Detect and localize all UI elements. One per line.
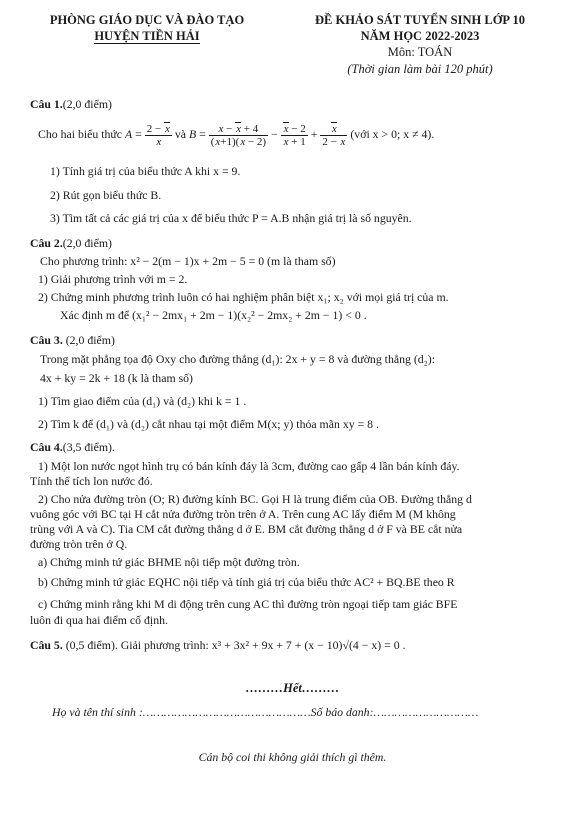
- q2-heading: Câu 2.(2,0 điểm): [30, 236, 112, 250]
- q3-intro-cont: 4x + ky = 2k + 18 (k là tham số): [40, 371, 193, 385]
- q2-intro: Cho phương trình: x² − 2(m − 1)x + 2m − 5 = 0 (m là tham số): [40, 254, 336, 268]
- q1-part1: 1) Tính giá trị của biểu thức A khi x = 9.: [50, 164, 241, 178]
- q3-intro: Trong mặt phẳng tọa độ Oxy cho đường thẳng (d₁): 2x + y = 8 và đường thẳng (d₂):: [40, 352, 435, 366]
- q3-part2: 2) Tìm k để (d₁) và (d₂) cắt nhau tại một điểm M(x; y) thỏa mãn xy = 8 .: [38, 417, 379, 431]
- q1-heading: Câu 1.(2,0 điểm): [30, 97, 112, 111]
- q4-part2: 2) Cho nửa đường tròn (O; R) đường kính BC. Gọi H là trung điểm của OB. Đường thẳng d: [38, 492, 472, 506]
- q2-part2-condition: Xác định m để (x₁² − 2mx₁ + 2m − 1)(x₂² − 2mx₂ + 2m − 1) < 0 .: [60, 308, 367, 322]
- q4-part-a: a) Chứng minh tứ giác BHME nội tiếp một đường tròn.: [38, 555, 300, 569]
- q2-part2: 2) Chứng minh phương trình luôn có hai nghiệm phân biệt x₁; x₂ với mọi giá trị của m.: [38, 290, 449, 304]
- q4-part2-line2: vuông góc với BC tại H cắt nửa đường tròn trên ở A. Trên cung AC lấy điểm M (M không: [30, 507, 456, 521]
- q1-expressions: Cho hai biểu thức A = $\frac{2 - x}{x}$ và B = $\frac{x - x + 4}{(x+1)(x - 2)}$ − $\frac{x - 2}{x + 1}$ + $\frac{x}{2 - x}$ (với x > 0; x ≠ 4).: [38, 122, 435, 148]
- q2-part1: 1) Giải phương trình với m = 2.: [38, 272, 188, 286]
- q3-heading: Câu 3. (2,0 điểm): [30, 333, 115, 347]
- header-school-year: NĂM HỌC 2022-2023: [360, 29, 480, 43]
- q4-part2-line4: đường tròn trên ở Q.: [30, 537, 128, 551]
- header-department: PHÒNG GIÁO DỤC VÀ ĐÀO TẠO: [49, 13, 245, 27]
- q3-part1: 1) Tìm giao điểm của (d₁) và (d₂) khi k = 1 .: [38, 394, 247, 408]
- candidate-info-line: Họ và tên thí sinh :…………………………………………Số báo danh:…………………………: [52, 705, 479, 719]
- q4-part1-cont: Tính thể tích lon nước đó.: [30, 474, 153, 488]
- q4-part-b: b) Chứng minh tứ giác EQHC nội tiếp và tính giá trị của biểu thức AC² + BQ.BE theo R: [38, 575, 455, 589]
- q4-part1: 1) Một lon nước ngọt hình trụ có bán kính đáy là 3cm, đường cao gấp 4 lần bán kính đáy.: [38, 459, 460, 473]
- end-mark: ………Hết………: [245, 681, 340, 695]
- header-exam-title: ĐỀ KHẢO SÁT TUYỂN SINH LỚP 10: [314, 13, 525, 27]
- q4-part-c: c) Chứng minh rằng khi M di động trên cung AC thì đường tròn ngoại tiếp tam giác BFE: [38, 597, 458, 611]
- q4-part2-line3: trùng với A và C). Tia CM cắt đường thẳng d ở E. BM cắt đường thẳng d ở F và BE cắt nửa: [30, 522, 463, 536]
- q4-heading: Câu 4.(3,5 điểm).: [30, 440, 115, 454]
- q1-part3: 3) Tìm tất cả các giá trị của x để biểu thức P = A.B nhận giá trị là số nguyên.: [50, 211, 412, 225]
- proctor-note: Cán bộ coi thi không giải thích gì thêm.: [198, 750, 387, 764]
- header-district: HUYỆN TIỀN HẢI: [94, 29, 200, 43]
- header-time: (Thời gian làm bài 120 phút): [347, 62, 493, 76]
- q1-part2: 2) Rút gọn biểu thức B.: [50, 188, 162, 202]
- header-subject: Môn: TOÁN: [387, 45, 453, 59]
- q4-part-c-cont: luôn đi qua hai điểm cố định.: [30, 613, 168, 627]
- q5-text: Câu 5. (0,5 điểm). Giải phương trình: x³ + 3x² + 9x + 7 + (x − 10)√(4 − x) = 0 .: [30, 638, 406, 652]
